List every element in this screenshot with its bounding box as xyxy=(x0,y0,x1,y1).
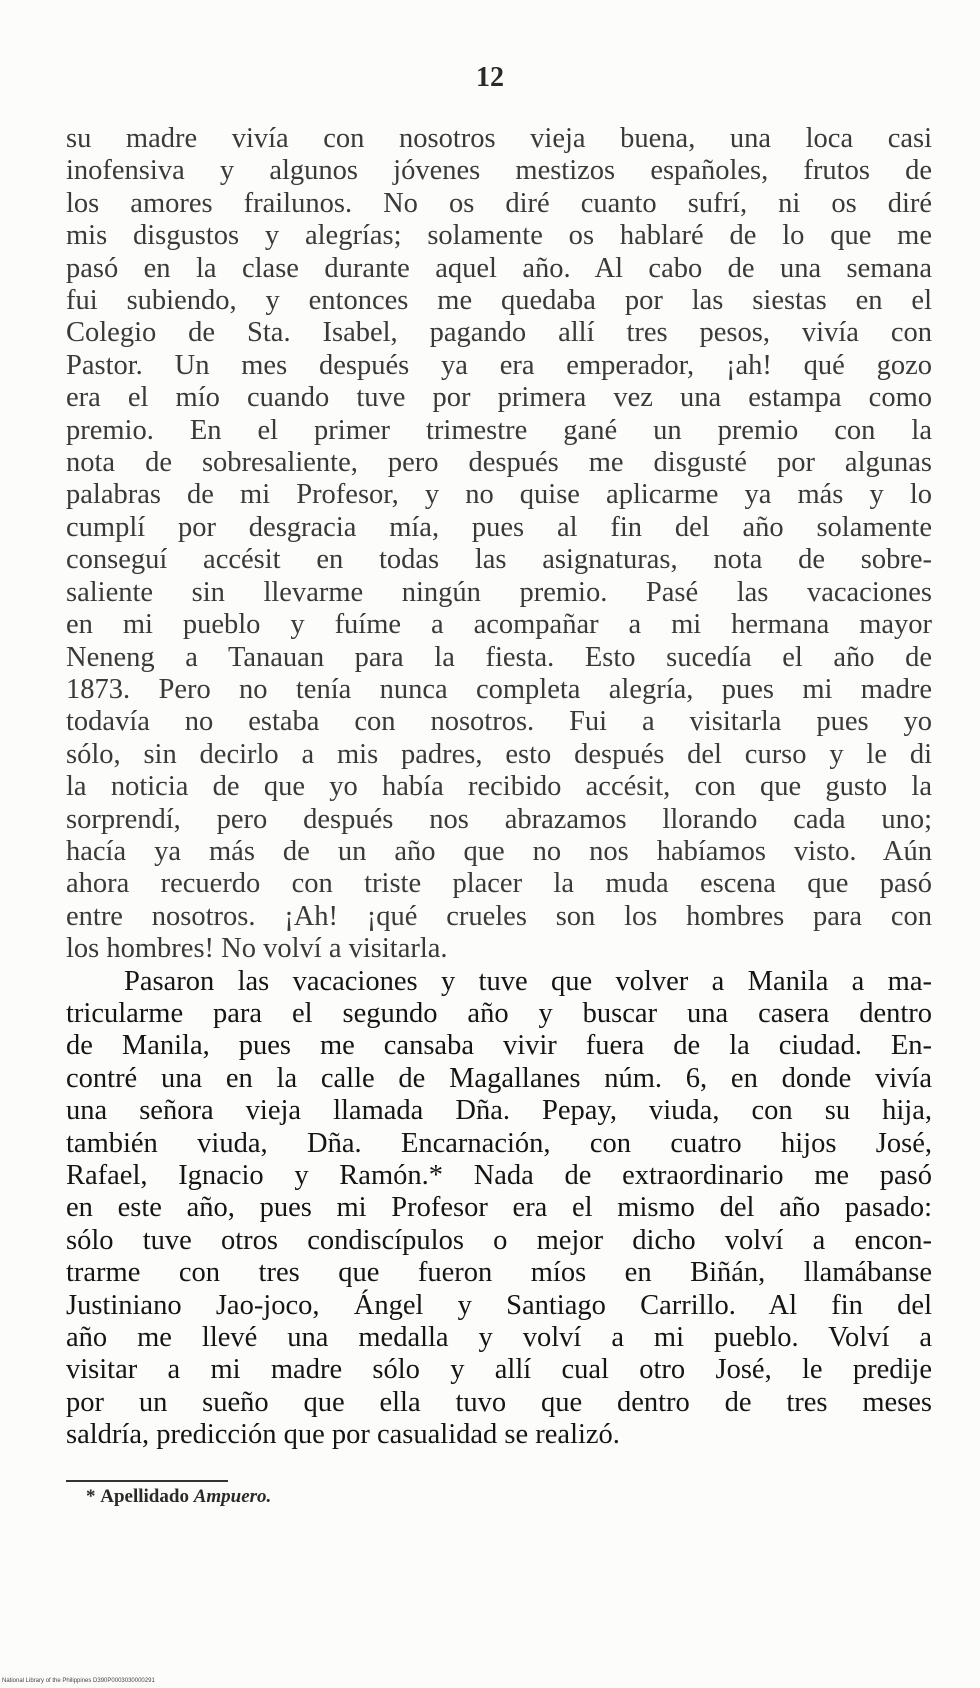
text-line: nota de sobresaliente, pero después me disgusté por algunas xyxy=(66,447,932,479)
text-line: saldría, predicción que por casualidad se realizó. xyxy=(66,1419,620,1451)
text-line: en este año, pues mi Profesor era el mismo del año pasado: xyxy=(66,1192,932,1224)
text-line: la noticia de que yo había recibido accésit, con que gusto la xyxy=(66,771,932,803)
paragraph-2 xyxy=(66,966,932,1452)
text-line: todavía no estaba con nosotros. Fui a visitarla pues yo xyxy=(66,706,932,738)
text-line: de Manila, pues me cansaba vivir fuera de la ciudad. En- xyxy=(66,1030,932,1062)
text-line: trarme con tres que fueron míos en Biñán, llamábanse xyxy=(66,1257,932,1289)
text-line: pasó en la clase durante aquel año. Al cabo de una semana xyxy=(66,252,932,284)
text-line: era el mío cuando tuve por primera vez una estampa como xyxy=(66,382,932,414)
text-line: visitar a mi madre sólo y allí cual otro José, le predije xyxy=(66,1354,932,1386)
text-line: hacía ya más de un año que no nos habíamos visto. Aún xyxy=(66,835,932,867)
text-line: contré una en la calle de Magallanes núm. 6, en donde vivía xyxy=(66,1062,932,1094)
text-line: cumplí por desgracia mía, pues al fin del año solamente xyxy=(66,511,932,543)
body-text xyxy=(66,123,932,1452)
text-line: tricularme para el segundo año y buscar una casera dentro xyxy=(66,997,932,1029)
footnote-mark: * xyxy=(86,1486,96,1507)
text-line: inofensiva y algunos jóvenes mestizos españoles, frutos de xyxy=(66,155,932,187)
text-line: premio. En el primer trimestre gané un premio con la xyxy=(66,414,932,446)
text-line: los amores frailunos. No os diré cuanto sufrí, ni os diré xyxy=(66,187,932,219)
text-line: Justiniano Jao-joco, Ángel y Santiago Carrillo. Al fin del xyxy=(66,1289,932,1321)
text-line: Colegio de Sta. Isabel, pagando allí tres pesos, vivía con xyxy=(66,317,932,349)
footnote-name: Ampuero. xyxy=(193,1486,272,1507)
text-line: fui subiendo, y entonces me quedaba por las siestas en el xyxy=(66,285,932,317)
text-line: también viuda, Dña. Encarnación, con cuatro hijos José, xyxy=(66,1127,932,1159)
text-line: sólo, sin decirlo a mis padres, esto después del curso y le di xyxy=(66,738,932,770)
text-line: conseguí accésit en todas las asignaturas, nota de sobre- xyxy=(66,544,932,576)
library-credit: National Library of the Philippines D390P0003030000291 xyxy=(2,1678,155,1684)
text-line: Rafael, Ignacio y Ramón.* Nada de extraordinario me pasó xyxy=(66,1160,932,1191)
text-line: ahora recuerdo con triste placer la muda escena que pasó xyxy=(66,868,932,900)
text-line: por un sueño que ella tuvo que dentro de tres meses xyxy=(66,1386,932,1418)
page-number: 12 xyxy=(476,62,504,93)
paragraph-1 xyxy=(66,123,932,966)
text-line: saliente sin llevarme ningún premio. Pasé las vacaciones xyxy=(66,576,932,608)
text-line: sólo tuve otros condiscípulos o mejor dicho volví a encon- xyxy=(66,1224,932,1256)
text-line: Pastor. Un mes después ya era emperador, ¡ah! qué gozo xyxy=(66,349,932,381)
text-line: su madre vivía con nosotros vieja buena, una loca casi xyxy=(66,123,932,154)
text-line: 1873. Pero no tenía nunca completa alegría, pues mi madre xyxy=(66,673,932,705)
footnote xyxy=(86,1486,271,1508)
text-line: en mi pueblo y fuíme a acompañar a mi hermana mayor xyxy=(66,609,932,641)
text-line: año me llevé una medalla y volví a mi pueblo. Volví a xyxy=(66,1322,932,1354)
text-line: Pasaron las vacaciones y tuve que volver a Manila a ma- xyxy=(124,965,932,997)
text-line: Neneng a Tanauan para la fiesta. Esto sucedía el año de xyxy=(66,641,932,673)
footnote-divider xyxy=(66,1480,228,1482)
text-line: una señora vieja llamada Dña. Pepay, viuda, con su hija, xyxy=(66,1095,932,1127)
footnote-label: Apellidado xyxy=(100,1486,194,1507)
text-line: palabras de mi Profesor, y no quise aplicarme ya más y lo xyxy=(66,479,932,511)
text-line: entre nosotros. ¡Ah! ¡qué crueles son los hombres para con xyxy=(66,900,932,932)
text-line: sorprendí, pero después nos abrazamos llorando cada uno; xyxy=(66,803,932,835)
text-line: los hombres! No volví a visitarla. xyxy=(66,933,448,965)
text-line: mis disgustos y alegrías; solamente os hablaré de lo que me xyxy=(66,220,932,252)
